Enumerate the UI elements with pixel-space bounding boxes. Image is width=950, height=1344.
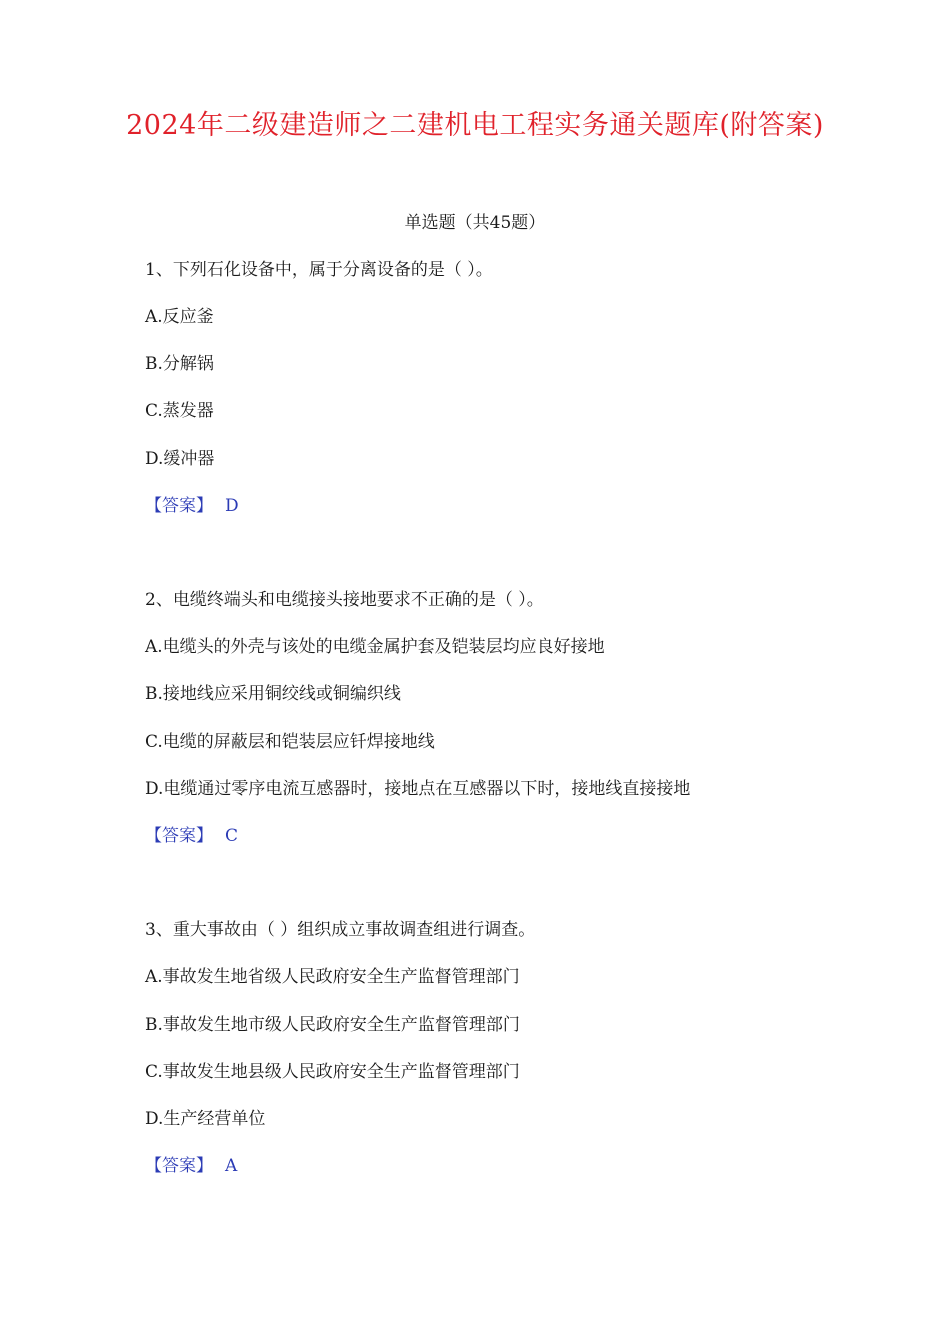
question-stem: 2、电缆终端头和电缆接头接地要求不正确的是（ ）。 (145, 590, 544, 610)
answer-tag: 【答案】 (145, 1156, 213, 1176)
option-b: B.事故发生地市级人民政府安全生产监督管理部门 (145, 1015, 520, 1035)
option-c: C.蒸发器 (145, 401, 214, 421)
document-title: 2024年二级建造师之二建机电工程实务通关题库(附答案) (126, 110, 824, 141)
answer-value: D (225, 496, 239, 516)
section-heading: 单选题（共45题） (404, 213, 546, 233)
option-c: C.事故发生地县级人民政府安全生产监督管理部门 (145, 1062, 520, 1082)
option-a: A.事故发生地省级人民政府安全生产监督管理部门 (145, 967, 520, 987)
option-a: A.反应釜 (145, 307, 214, 327)
answer-value: A (225, 1156, 238, 1176)
option-b: B.分解锅 (145, 354, 214, 374)
option-b: B.接地线应采用铜绞线或铜编织线 (145, 684, 401, 704)
option-c: C.电缆的屏蔽层和铠装层应钎焊接地线 (145, 732, 435, 752)
option-d: D.缓冲器 (145, 449, 215, 469)
answer-line (145, 1154, 237, 1178)
answer-line (145, 824, 238, 848)
option-d: D.生产经营单位 (145, 1109, 266, 1129)
answer-line (145, 494, 239, 518)
question-stem: 3、重大事故由（ ）组织成立事故调查组进行调查。 (145, 920, 536, 940)
question-stem: 1、下列石化设备中，属于分离设备的是（ ）。 (145, 260, 493, 280)
option-a: A.电缆头的外壳与该处的电缆金属护套及铠装层均应良好接地 (145, 637, 605, 657)
answer-tag: 【答案】 (145, 496, 213, 516)
answer-value: C (225, 826, 239, 846)
option-d: D.电缆通过零序电流互感器时，接地点在互感器以下时，接地线直接接地 (145, 779, 691, 799)
answer-tag: 【答案】 (145, 826, 213, 846)
